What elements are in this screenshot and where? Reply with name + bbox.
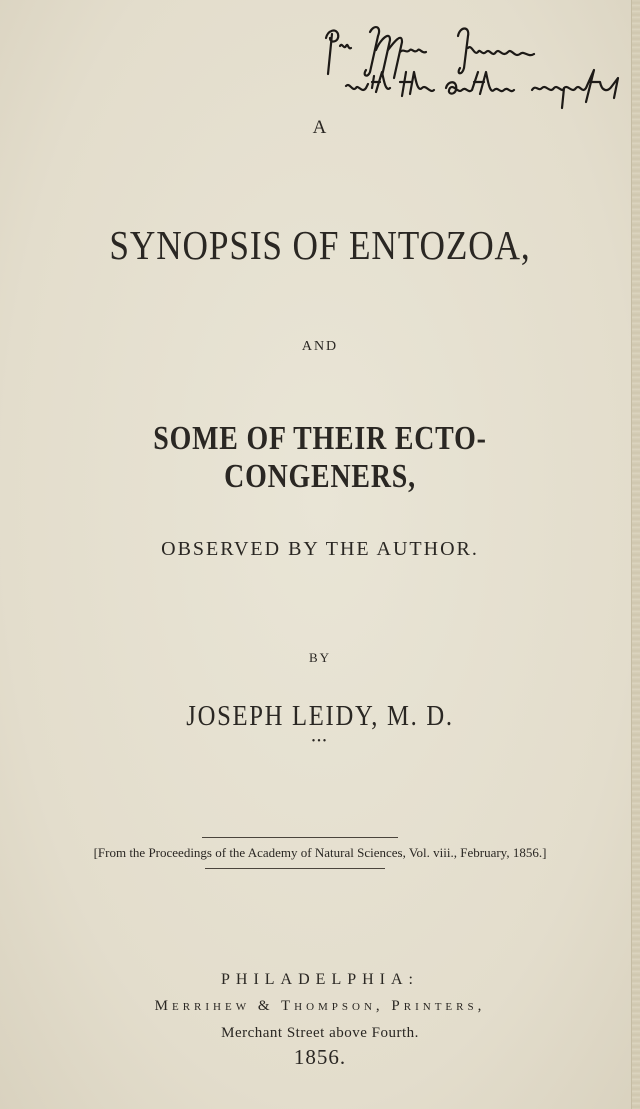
main-title: SYNOPSIS OF ENTOZOA, — [109, 222, 531, 268]
conjunction: AND — [301, 339, 339, 354]
imprint-printers: Merrihew & Thompson, Printers, — [154, 998, 486, 1014]
author-name: JOSEPH LEIDY, M. D. — [186, 700, 454, 732]
by-line: BY — [308, 650, 332, 665]
article-word: A — [312, 117, 328, 138]
observed-line: OBSERVED BY THE AUTHOR. — [161, 538, 479, 560]
imprint-year: 1856. — [293, 1045, 347, 1069]
divider-rule-top — [202, 837, 398, 838]
subtitle: SOME OF THEIR ECTO-CONGENERS, — [153, 420, 487, 495]
imprint-street: Merchant Street above Fourth. — [221, 1025, 419, 1041]
handwriting-signature — [318, 16, 636, 116]
imprint-city: PHILADELPHIA: — [221, 971, 419, 988]
source-citation: [From the Proceedings of the Academy of Natural Sciences, Vol. viii., February, 1856.] — [93, 845, 547, 860]
divider-rule-bottom — [205, 868, 385, 869]
handwritten-inscription — [318, 16, 636, 116]
ornament-dots: ••• — [311, 736, 329, 747]
